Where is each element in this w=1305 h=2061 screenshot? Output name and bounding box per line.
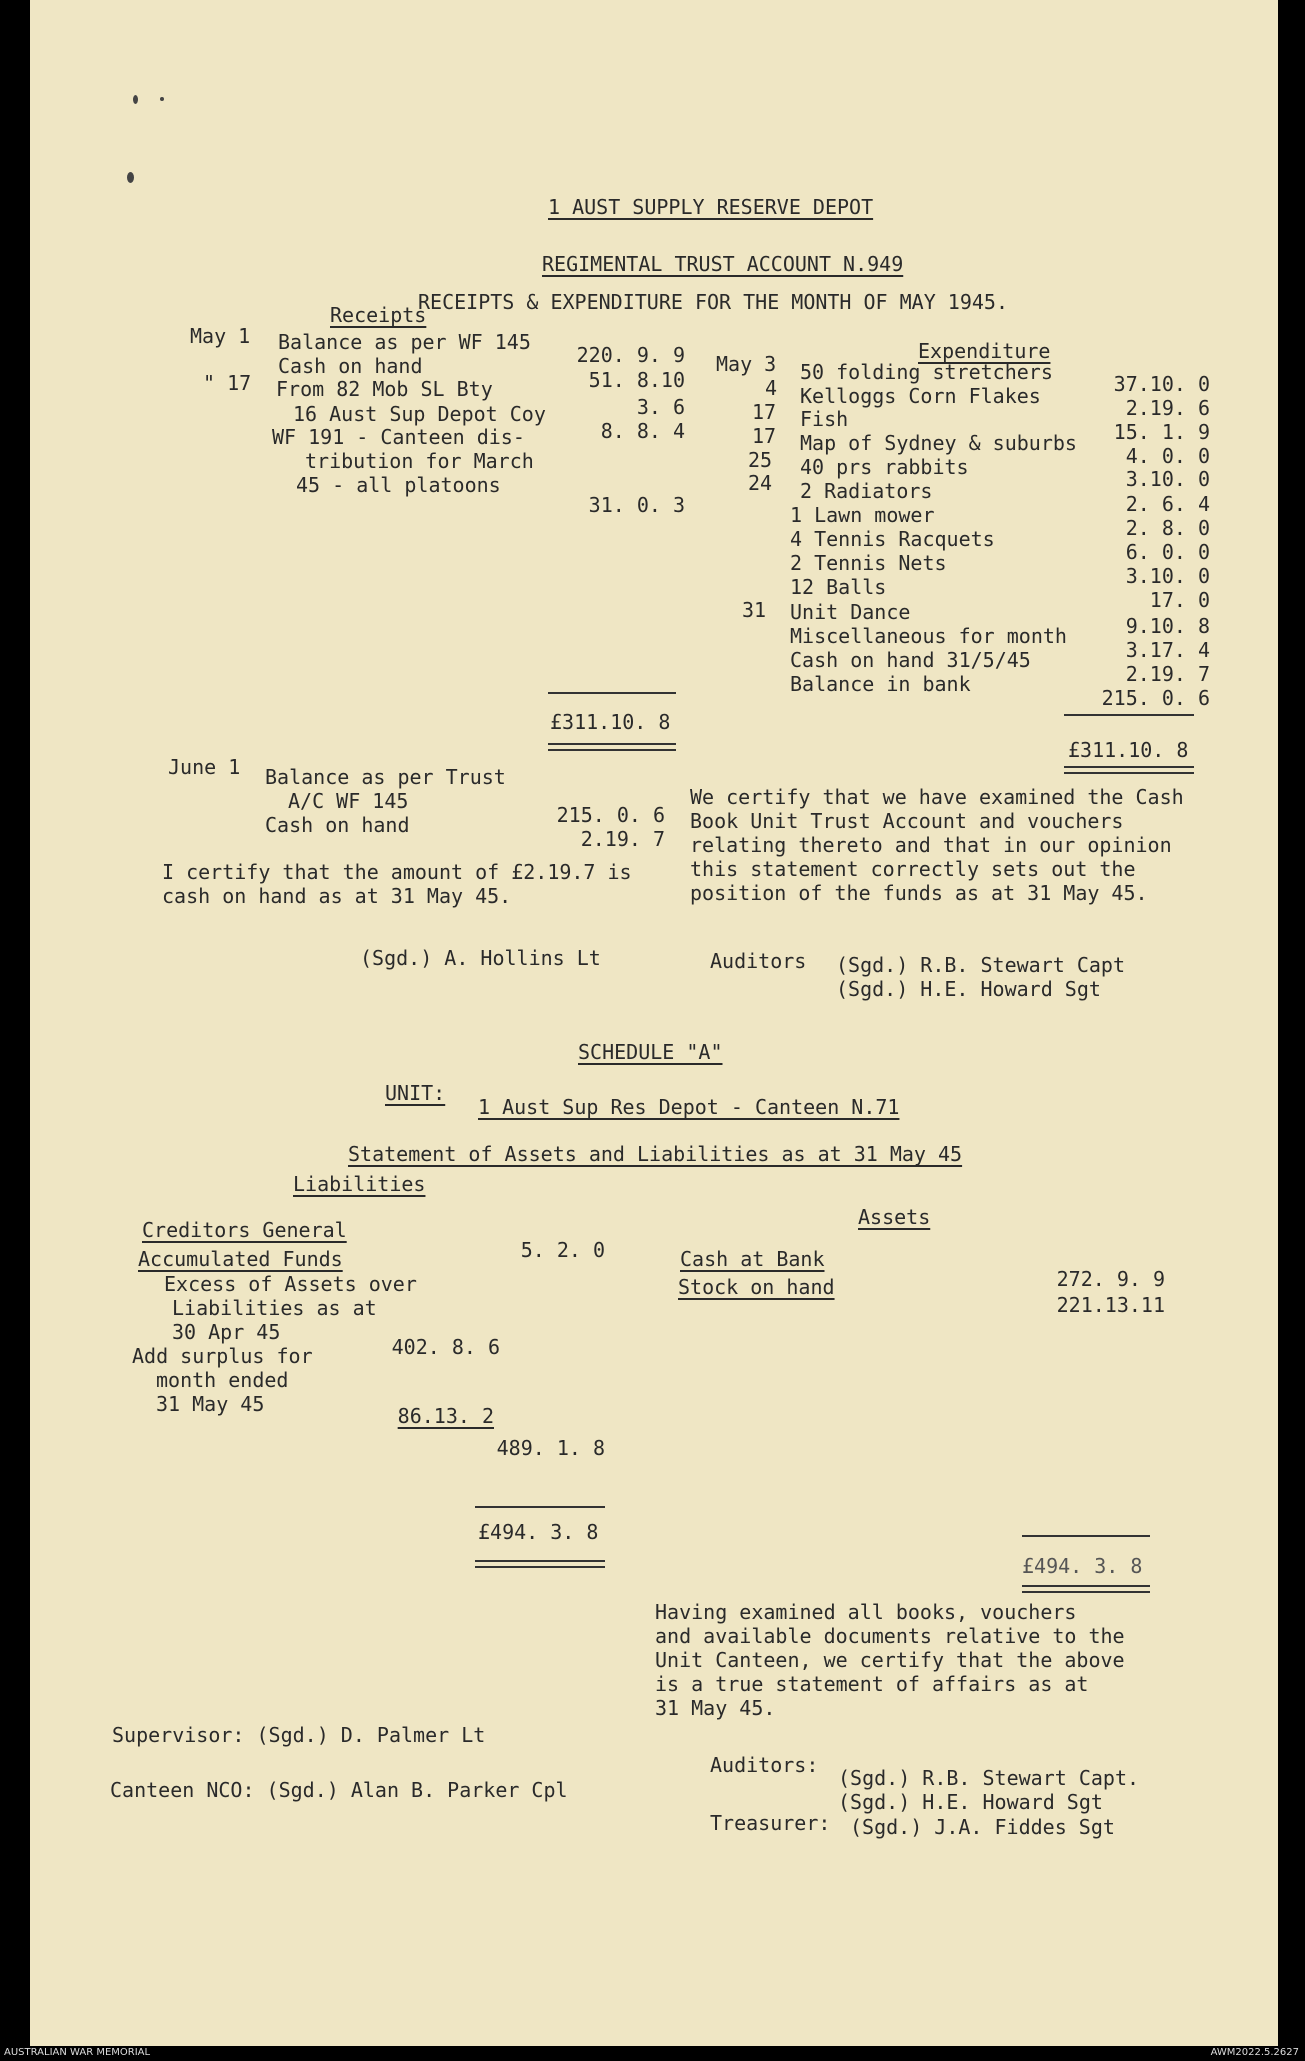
- receipt-date: May 1: [190, 324, 251, 348]
- expenditure-description: 40 prs rabbits: [800, 455, 969, 479]
- liabilities-total-double-rule: [475, 1560, 605, 1568]
- cash-certification: cash on hand as at 31 May 45.: [162, 884, 512, 908]
- accumulated-funds-label: Accumulated Funds: [138, 1247, 343, 1271]
- expenditure-amount: 215. 0. 6: [1101, 686, 1210, 710]
- stock-on-hand-label: Stock on hand: [678, 1275, 835, 1299]
- expenditure-amount: 6. 0. 0: [1125, 540, 1210, 564]
- auditor-signature: (Sgd.) H.E. Howard Sgt: [836, 977, 1101, 1001]
- assets-heading: Assets: [858, 1205, 931, 1229]
- stock-on-hand-amount: 221.13.11: [1056, 1293, 1165, 1317]
- receipt-amount: 51. 8.10: [588, 368, 685, 392]
- june-line: A/C WF 145: [288, 789, 409, 813]
- expenditure-description: Unit Dance: [790, 600, 911, 624]
- expenditure-date: 17: [752, 424, 777, 448]
- expenditure-amount: 3.10. 0: [1125, 467, 1210, 491]
- june-amount: 215. 0. 6: [556, 803, 665, 827]
- expenditure-description: Kelloggs Corn Flakes: [800, 384, 1041, 408]
- canteen-audit-line: and available documents relative to the: [655, 1624, 1125, 1648]
- audit-statement-line: this statement correctly sets out the: [690, 857, 1136, 881]
- expenditure-amount: 17. 0: [1149, 588, 1210, 612]
- canteen-audit-line: 31 May 45.: [655, 1696, 776, 1720]
- expenditure-date: 17: [752, 400, 777, 424]
- officer-signature: (Sgd.) A. Hollins Lt: [360, 946, 601, 970]
- auditors-label: Auditors: [710, 949, 807, 973]
- liabilities-heading: Liabilities: [293, 1172, 426, 1196]
- receipt-description: 16 Aust Sup Depot Coy: [293, 402, 546, 426]
- punch-mark: [160, 97, 164, 101]
- expenditure-amount: 2. 8. 0: [1125, 516, 1210, 540]
- document-subtitle: REGIMENTAL TRUST ACCOUNT N.949: [542, 252, 904, 276]
- auditor-signature: (Sgd.) R.B. Stewart Capt: [836, 953, 1125, 977]
- surplus-line: Add surplus for: [132, 1344, 313, 1368]
- expenditure-total: £311.10. 8: [1068, 738, 1189, 762]
- document-period: RECEIPTS & EXPENDITURE FOR THE MONTH OF MAY 1945.: [418, 290, 1009, 314]
- receipt-description: From 82 Mob SL Bty: [276, 377, 493, 401]
- punch-mark: [133, 95, 138, 104]
- expenditure-amount: 2.19. 6: [1125, 396, 1210, 420]
- expenditure-description: Balance in bank: [790, 672, 971, 696]
- expenditure-description: Fish: [800, 407, 849, 431]
- june-date: June 1: [168, 755, 241, 779]
- expenditure-description: Cash on hand 31/5/45: [790, 648, 1031, 672]
- audit-statement-line: Book Unit Trust Account and vouchers: [690, 809, 1124, 833]
- receipt-amount: 220. 9. 9: [576, 343, 685, 367]
- statement-title: Statement of Assets and Liabilities as at 31 May 45: [348, 1142, 963, 1166]
- assets-total-double-rule: [1022, 1585, 1150, 1593]
- expenditure-amount: 4. 0. 0: [1125, 444, 1210, 468]
- expenditure-date: 31: [742, 598, 767, 622]
- surplus-amount: 86.13. 2: [397, 1404, 494, 1428]
- expenditure-description: 2 Radiators: [800, 479, 933, 503]
- auditor-signature: (Sgd.) H.E. Howard Sgt: [838, 1790, 1103, 1814]
- unit-name: 1 Aust Sup Res Depot - Canteen N.71: [478, 1095, 900, 1119]
- expenditure-date: 4: [765, 376, 778, 400]
- expenditure-description: 1 Lawn mower: [790, 503, 935, 527]
- creditors-amount: 5. 2. 0: [520, 1238, 605, 1262]
- expenditure-description: 4 Tennis Racquets: [790, 527, 995, 551]
- cash-at-bank-amount: 272. 9. 9: [1056, 1267, 1165, 1291]
- surplus-line: 31 May 45: [156, 1392, 265, 1416]
- excess-line: Excess of Assets over: [164, 1272, 417, 1296]
- canteen-audit-line: Having examined all books, vouchers: [655, 1600, 1077, 1624]
- receipt-description: Cash on hand: [278, 354, 423, 378]
- expenditure-amount: 3.17. 4: [1125, 638, 1210, 662]
- june-line: Cash on hand: [265, 813, 410, 837]
- audit-statement-line: We certify that we have examined the Cash: [690, 785, 1184, 809]
- accumulated-subtotal: 489. 1. 8: [496, 1436, 605, 1460]
- schedule-title: SCHEDULE "A": [578, 1040, 723, 1064]
- receipt-description: 45 - all platoons: [296, 473, 501, 497]
- document-title: 1 AUST SUPPLY RESERVE DEPOT: [548, 195, 874, 219]
- june-amount: 2.19. 7: [580, 827, 665, 851]
- expenditure-description: 2 Tennis Nets: [790, 551, 947, 575]
- liabilities-total: £494. 3. 8: [478, 1520, 599, 1544]
- liabilities-total-rule: [475, 1506, 605, 1508]
- cash-at-bank-label: Cash at Bank: [680, 1247, 825, 1271]
- footer-reference: AWM2022.5.2627: [1210, 2047, 1299, 2058]
- expenditure-amount: 9.10. 8: [1125, 614, 1210, 638]
- supervisor-signature: Supervisor: (Sgd.) D. Palmer Lt: [112, 1723, 486, 1747]
- receipts-heading: Receipts: [330, 303, 427, 327]
- receipts-total: £311.10. 8: [550, 710, 671, 734]
- canteen-audit-line: is a true statement of affairs as at: [655, 1672, 1089, 1696]
- assets-total: £494. 3. 8: [1022, 1554, 1143, 1578]
- auditor-signature: (Sgd.) R.B. Stewart Capt.: [838, 1766, 1140, 1790]
- receipts-total-double-rule: [548, 743, 676, 751]
- surplus-line: month ended: [156, 1368, 289, 1392]
- cash-certification: I certify that the amount of £2.19.7 is: [162, 860, 632, 884]
- expenditure-total-double-rule: [1064, 766, 1194, 774]
- canteen-nco-signature: Canteen NCO: (Sgd.) Alan B. Parker Cpl: [110, 1778, 568, 1802]
- expenditure-date: May 3: [716, 352, 777, 376]
- expenditure-heading: Expenditure: [918, 339, 1051, 363]
- assets-total-rule: [1022, 1535, 1150, 1537]
- receipt-description: Balance as per WF 145: [278, 330, 531, 354]
- audit-statement-line: relating thereto and that in our opinion: [690, 833, 1172, 857]
- receipt-description: tribution for March: [305, 449, 534, 473]
- june-line: Balance as per Trust: [265, 765, 506, 789]
- expenditure-description: 12 Balls: [790, 575, 887, 599]
- receipt-amount: 31. 0. 3: [588, 493, 685, 517]
- punch-mark: [127, 172, 134, 183]
- treasurer-signature: (Sgd.) J.A. Fiddes Sgt: [850, 1815, 1115, 1839]
- expenditure-amount: 2.19. 7: [1125, 662, 1210, 686]
- expenditure-amount: 2. 6. 4: [1125, 492, 1210, 516]
- expenditure-description: 50 folding stretchers: [800, 360, 1053, 384]
- expenditure-total-rule: [1064, 714, 1194, 716]
- archive-footer: [0, 2046, 1305, 2061]
- expenditure-description: Map of Sydney & suburbs: [800, 431, 1077, 455]
- footer-institution: AUSTRALIAN WAR MEMORIAL: [4, 2047, 151, 2058]
- canteen-audit-line: Unit Canteen, we certify that the above: [655, 1648, 1125, 1672]
- unit-label: UNIT:: [385, 1081, 446, 1105]
- creditors-label: Creditors General: [142, 1218, 347, 1242]
- treasurer-label: Treasurer:: [710, 1811, 831, 1835]
- receipt-description: WF 191 - Canteen dis-: [272, 425, 525, 449]
- expenditure-amount: 37.10. 0: [1113, 372, 1210, 396]
- excess-line: 30 Apr 45: [172, 1320, 281, 1344]
- receipt-date: " 17: [203, 371, 252, 395]
- audit-statement-line: position of the funds as at 31 May 45.: [690, 881, 1148, 905]
- expenditure-amount: 3.10. 0: [1125, 564, 1210, 588]
- excess-line: Liabilities as at: [172, 1296, 377, 1320]
- receipt-amount: 3. 6: [636, 395, 685, 419]
- receipts-total-rule: [548, 692, 676, 694]
- expenditure-amount: 15. 1. 9: [1113, 420, 1210, 444]
- expenditure-description: Miscellaneous for month: [790, 624, 1067, 648]
- expenditure-date: 24: [748, 471, 773, 495]
- excess-amount: 402. 8. 6: [391, 1335, 500, 1359]
- auditors-label: Auditors:: [710, 1753, 819, 1777]
- receipt-amount: 8. 8. 4: [600, 419, 685, 443]
- expenditure-date: 25: [748, 448, 773, 472]
